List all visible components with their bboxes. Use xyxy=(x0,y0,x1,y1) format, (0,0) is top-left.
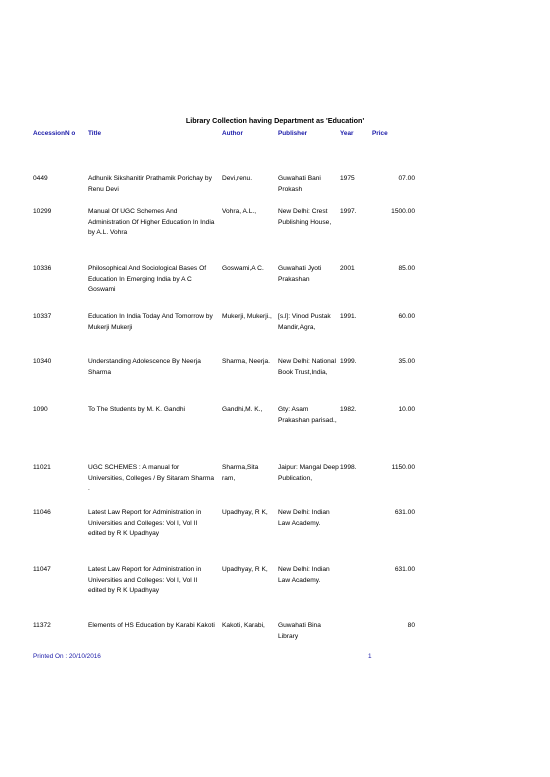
row-title: Manual Of UGC Schemes And Administration Of Higher Education In India by A.L. Vohra xyxy=(88,208,215,236)
row-accession: 11046 xyxy=(33,509,51,516)
row-author: Goswami,A C. xyxy=(222,265,264,272)
header-publisher: Publisher xyxy=(278,130,308,137)
row-author: Mukerji, Mukerji., xyxy=(222,313,272,320)
row-title: Latest Law Report for Administration in Universities and Colleges: Vol I, Vol II edited by R K Upadhyay xyxy=(88,566,202,594)
row-title: Elements of HS Education by Karabi Kakoti xyxy=(88,622,215,629)
row-year: 1982. xyxy=(340,406,357,413)
row-price: 631.00 xyxy=(394,566,415,573)
row-accession: 10299 xyxy=(33,208,52,215)
row-accession: 10337 xyxy=(33,313,52,320)
row-author: Vohra, A.L., xyxy=(222,208,257,215)
header-accession: AccessionN o xyxy=(33,130,76,137)
row-price: 07.00 xyxy=(398,175,415,182)
row-author: Kakoti, Karabi, xyxy=(222,622,265,629)
row-price: 35.00 xyxy=(398,358,415,365)
row-title: UGC SCHEMES : A manual for Universities, Colleges / By Sitaram Sharma . xyxy=(88,464,215,492)
row-author: Upadhyay, R K, xyxy=(222,566,268,573)
row-title: Education In India Today And Tomorrow by Mukerji Mukerji xyxy=(88,313,213,331)
row-price: 10.00 xyxy=(398,406,415,413)
row-price: 60.00 xyxy=(398,313,415,320)
row-publisher: Gty: Asam Prakashan parisad., xyxy=(278,406,337,424)
row-publisher: New Delhi: Crest Publishing House, xyxy=(278,208,332,226)
row-accession: 10336 xyxy=(33,265,52,272)
row-title: Philosophical And Sociological Bases Of Education In Emerging India by A C Goswami xyxy=(88,265,207,293)
row-publisher: Guwahati Jyoti Prakashan xyxy=(278,265,322,283)
row-title: Adhunik Sikshanitir Prathamik Porichay by Renu Devi xyxy=(88,175,212,193)
row-author: Sharma,Sita ram, xyxy=(222,464,259,482)
row-publisher: New Delhi: Indian Law Academy. xyxy=(278,509,330,527)
header-title: Title xyxy=(88,130,102,137)
row-title: Latest Law Report for Administration in Universities and Colleges: Vol I, Vol II edited by R K Upadhyay xyxy=(88,509,202,537)
row-publisher: Jaipur: Mangal Deep Publication, xyxy=(278,464,339,482)
row-accession: 11372 xyxy=(33,622,51,629)
row-author: Gandhi,M. K., xyxy=(222,406,263,413)
row-publisher: New Delhi: Indian Law Academy. xyxy=(278,566,330,584)
row-author: Sharma, Neerja. xyxy=(222,358,271,365)
row-title: Understanding Adolescence By Neerja Sharma xyxy=(88,358,201,376)
row-accession: 1090 xyxy=(33,406,48,413)
printed-date: Printed On : 20/10/2016 xyxy=(33,653,101,660)
row-year: 1991. xyxy=(340,313,357,320)
row-price: 1150.00 xyxy=(391,464,415,471)
row-publisher: Guwahati Bani Prokash xyxy=(278,175,321,193)
row-price: 631.00 xyxy=(394,509,415,516)
row-price: 1500.00 xyxy=(391,208,415,215)
row-year: 1997. xyxy=(340,208,357,215)
row-accession: 11021 xyxy=(33,464,51,471)
row-accession: 11047 xyxy=(33,566,51,573)
header-year: Year xyxy=(340,130,354,137)
header-author: Author xyxy=(222,130,243,137)
row-accession: 0449 xyxy=(33,175,48,182)
row-publisher: New Delhi: National Book Trust,India, xyxy=(278,358,336,376)
row-author: Devi,renu. xyxy=(222,175,253,182)
row-year: 1999. xyxy=(340,358,357,365)
row-year: 2001 xyxy=(340,265,355,272)
row-accession: 10340 xyxy=(33,358,52,365)
row-title: To The Students by M. K. Gandhi xyxy=(88,406,186,413)
row-year: 1998. xyxy=(340,464,357,471)
page-title: Library Collection having Department as 'Education' xyxy=(185,116,365,125)
row-author: Upadhyay, R K, xyxy=(222,509,268,516)
row-publisher: [s.l]: Vinod Pustak Mandir,Agra, xyxy=(278,313,331,331)
row-year: 1975 xyxy=(340,175,355,182)
header-price: Price xyxy=(372,130,388,137)
row-publisher: Guwahati Bina Library xyxy=(278,622,321,640)
page-number: 1 xyxy=(368,653,372,660)
row-price: 85.00 xyxy=(398,265,415,272)
row-price: 80 xyxy=(407,622,415,629)
